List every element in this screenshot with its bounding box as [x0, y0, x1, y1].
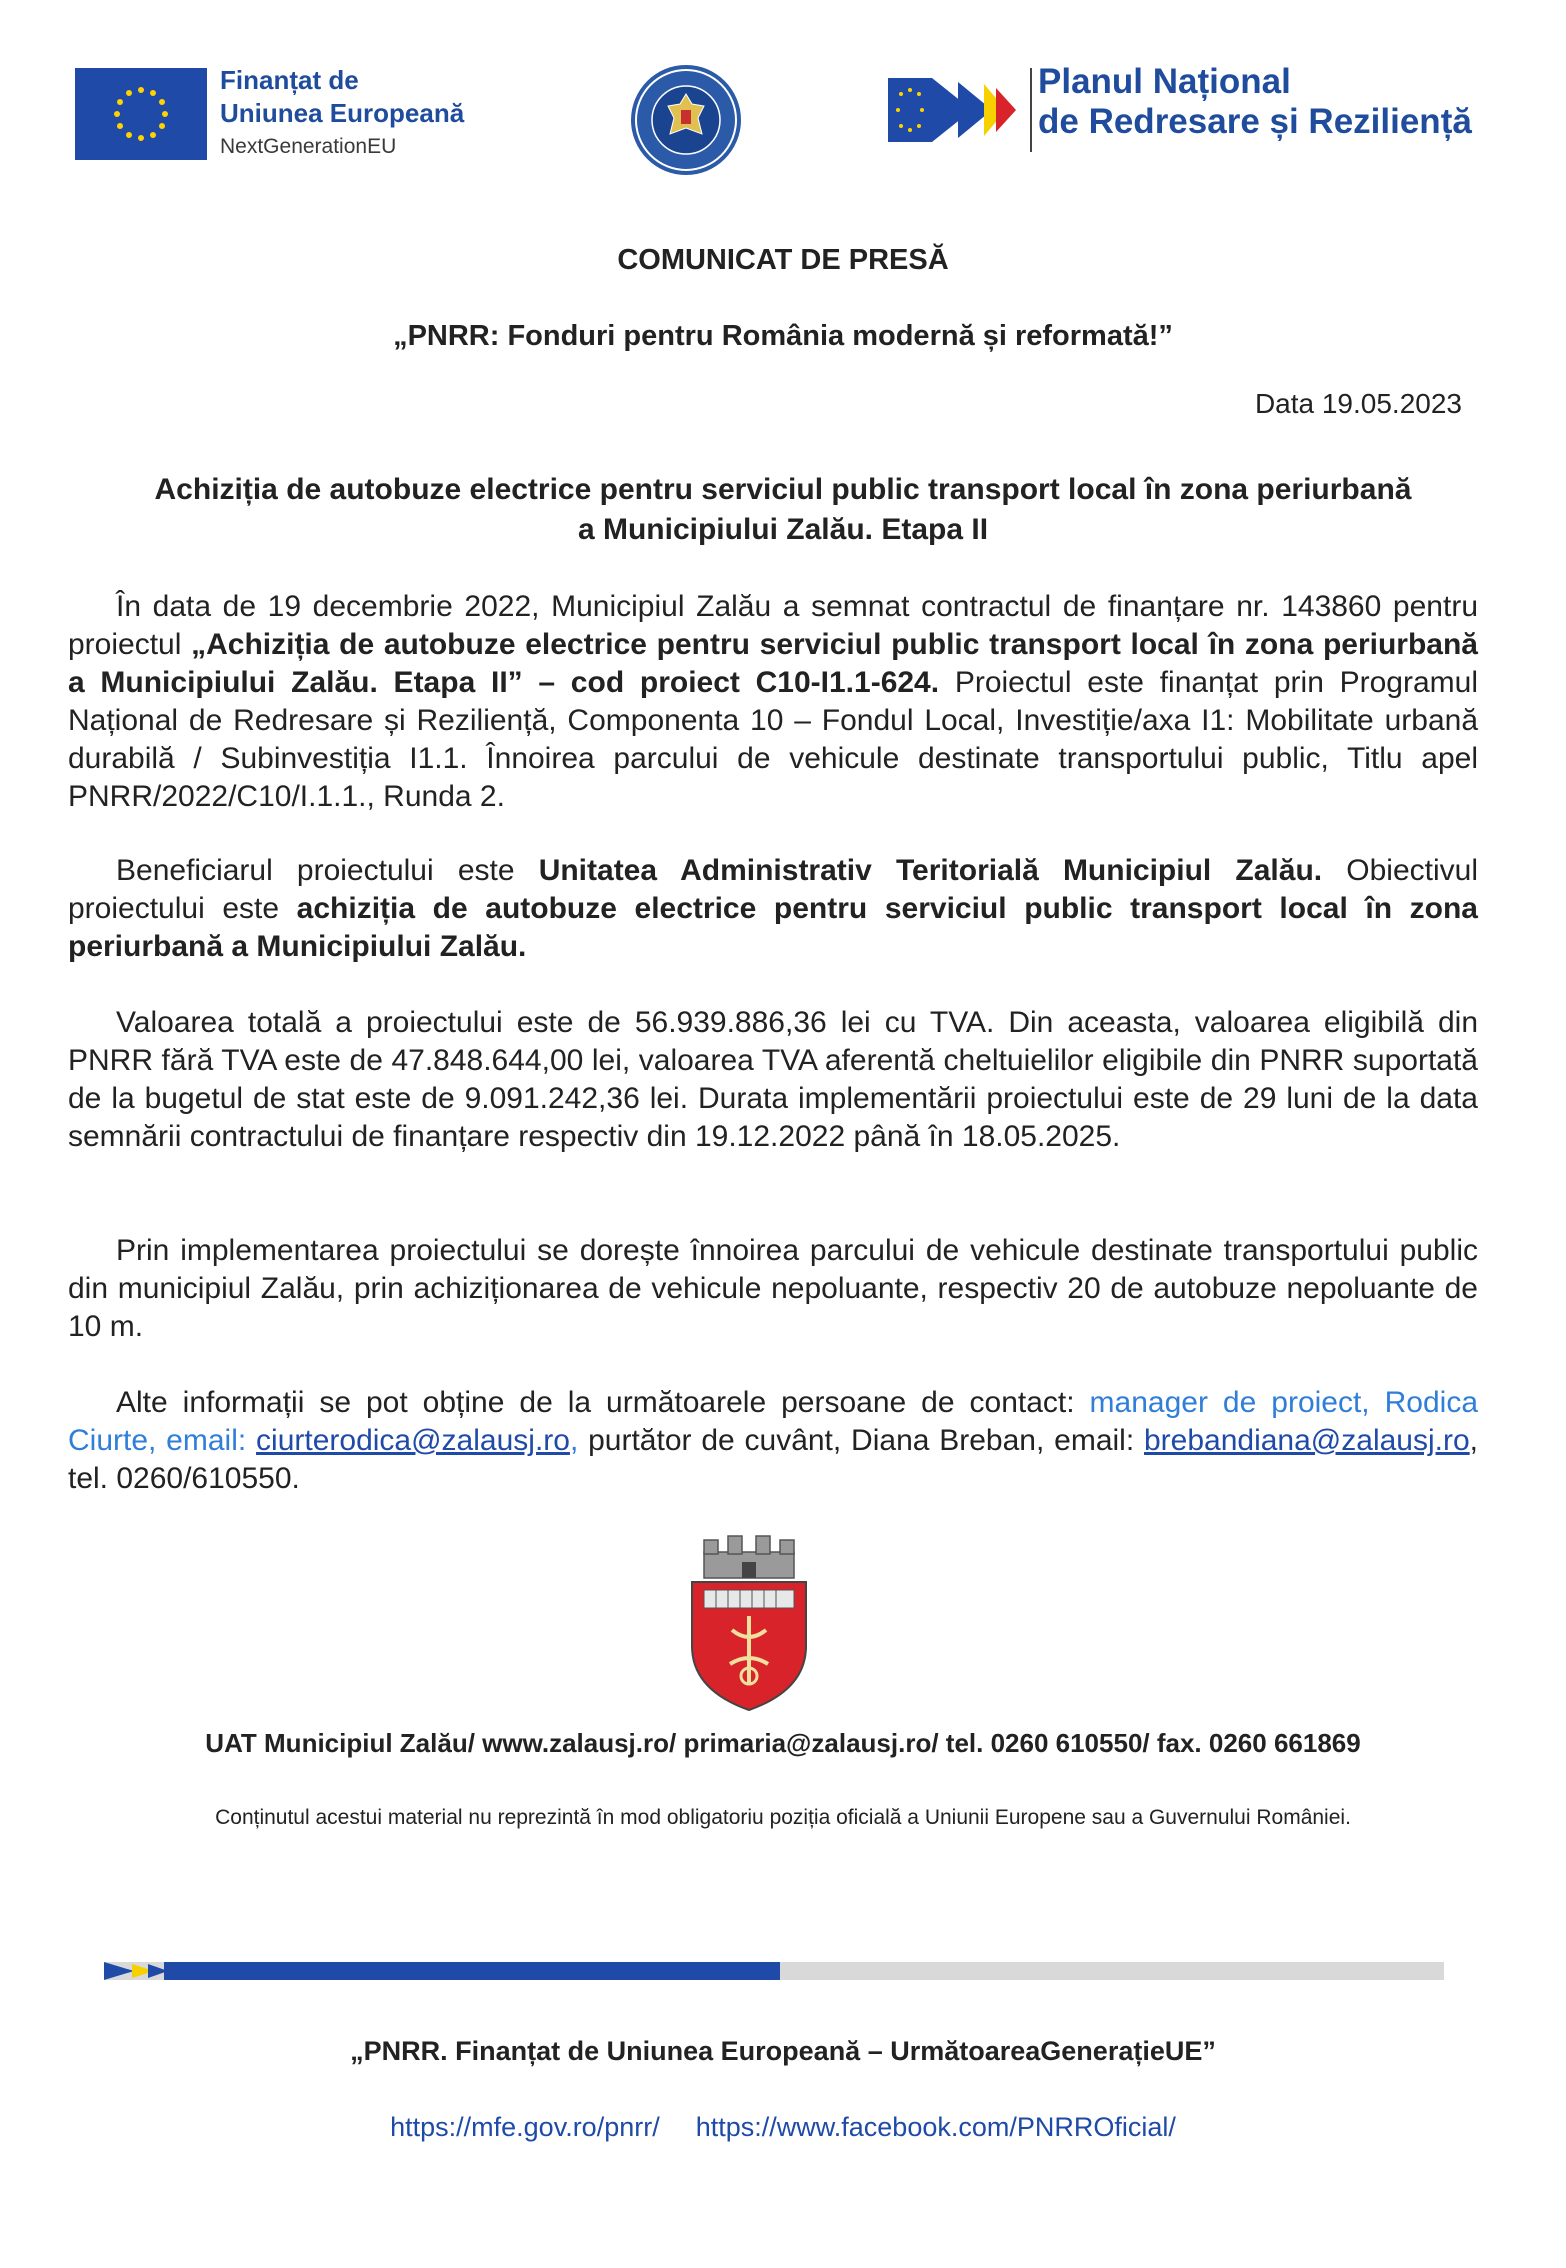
eu-funding-label	[220, 64, 464, 163]
project-title-line1: Achiziția de autobuze electrice pentru serviciul public transport local în zona periurbană	[154, 473, 1412, 506]
paragraph-beneficiary	[68, 852, 1478, 966]
project-title-line2: a Municipiului Zalău. Etapa II	[577, 513, 989, 546]
p1-text-a: În data de 19 decembrie 2022, Municipiul Zalău a semnat contractul de finanțare nr. 143860 pentru proiectul	[68, 590, 1478, 661]
pnrr-label-line1: Planul Național	[1038, 62, 1291, 101]
eu-disclaimer: Conținutul acestui material nu reprezintă în mod obligatoriu poziția oficială a Uniunii Europene sau a Guvernului României.	[215, 1806, 1351, 1829]
mfe-pnrr-link[interactable]: https://mfe.gov.ro/pnrr/	[390, 2112, 660, 2142]
campaign-subtitle: „PNRR: Fonduri pentru România modernă și reformată!”	[393, 320, 1173, 352]
pnrr-label-line2: de Redresare și Reziliență	[1038, 102, 1472, 141]
p2-beneficiary-name: Unitatea Administrativ Teritorială Municipiul Zalău.	[538, 854, 1323, 887]
p1-text-b: Proiectul este finanțat prin Programul Național de Redresare și Reziliență, Componenta 10 – Fondul Local, Investiție/axa I1: Mobilitate urbană durabilă / Subinvestiția I1.1. Înnoirea parcului de vehicule destinate transportului public, Titlu apel PNRR/2022/C10/I.1.1., Runda 2.	[68, 666, 1478, 813]
eu-flag-logo	[75, 68, 207, 160]
paragraph-goal	[68, 1232, 1478, 1346]
p2-objective: achiziția de autobuze electrice pentru serviciul public transport local în zona periurbană a Municipiului Zalău.	[68, 892, 1478, 963]
project-title	[60, 470, 1506, 550]
footer-links	[0, 2112, 1566, 2143]
romanian-government-seal-icon	[628, 62, 744, 178]
release-date: Data 19.05.2023	[1254, 388, 1462, 419]
pnrr-program-label	[1038, 62, 1472, 142]
paragraph-contract	[68, 588, 1478, 816]
pnrr-arrow-logo	[888, 70, 1028, 150]
pnrr-logo-divider	[1030, 68, 1032, 152]
uat-contact-line: UAT Municipiul Zalău/ www.zalausj.ro/ primaria@zalausj.ro/ tel. 0260 610550/ fax. 0260 661869	[205, 1728, 1361, 1758]
eu-stars-icon	[75, 68, 207, 160]
p4-text: Prin implementarea proiectului se dorește înnoirea parcului de vehicule destinate transportului public din municipiul Zalău, prin achiziționarea de vehicule nepoluante, respectiv 20 de autobuze nepoluante de 10 m.	[68, 1234, 1478, 1343]
eu-label-line1: Finanțat de	[220, 65, 359, 95]
email-link-ciurte[interactable]: ciurterodica@zalausj.ro	[256, 1424, 570, 1457]
pnrr-slogan: „PNRR. Finanțat de Uniunea Europeană – UrmătoareaGenerațieUE”	[350, 2036, 1216, 2066]
facebook-pnrr-link[interactable]: https://www.facebook.com/PNRROficial/	[695, 2112, 1176, 2142]
p2-text-b: Obiectivul proiectului este	[68, 854, 1478, 925]
p5-text-c: , tel. 0260/610550.	[68, 1424, 1478, 1495]
paragraph-budget	[68, 1004, 1478, 1156]
p2-text-a: Beneficiarul proiectului este	[116, 854, 539, 887]
p5-comma: ,	[569, 1424, 579, 1457]
paragraph-contacts	[68, 1384, 1478, 1498]
p5-project-manager: manager de proiect, Rodica Ciurte, email:	[68, 1386, 1478, 1457]
zalau-coat-of-arms-icon	[682, 1534, 816, 1714]
p3-text: Valoarea totală a proiectului este de 56.939.886,36 lei cu TVA. Din aceasta, valoarea eligibilă din PNRR fără TVA este de 47.848.644,00 lei, valoarea TVA aferentă cheltuielilor eligibile din PNRR suportată de la bugetul de stat este de 9.091.242,36 lei. Durata implementării proiectului este de 29 luni de la data semnării contractului de finanțare respectiv din 19.12.2022 până în 18.05.2025.	[68, 1006, 1478, 1153]
eu-label-line3: NextGenerationEU	[220, 135, 397, 158]
press-release-heading: COMUNICAT DE PRESĂ	[617, 244, 949, 276]
footer-arrow-bar	[104, 1958, 1444, 1982]
eu-label-line2: Uniunea Europeană	[220, 98, 465, 128]
p5-text-a: Alte informații se pot obține de la următoarele persoane de contact:	[116, 1386, 1090, 1419]
email-link-breban[interactable]: brebandiana@zalausj.ro	[1143, 1424, 1470, 1457]
p5-text-b: purtător de cuvânt, Diana Breban, email:	[578, 1424, 1144, 1457]
p1-project-name: „Achiziția de autobuze electrice pentru serviciul public transport local în zona periurbană a Municipiului Zalău. Etapa II” – cod proiect C10-I1.1-624.	[68, 628, 1478, 699]
